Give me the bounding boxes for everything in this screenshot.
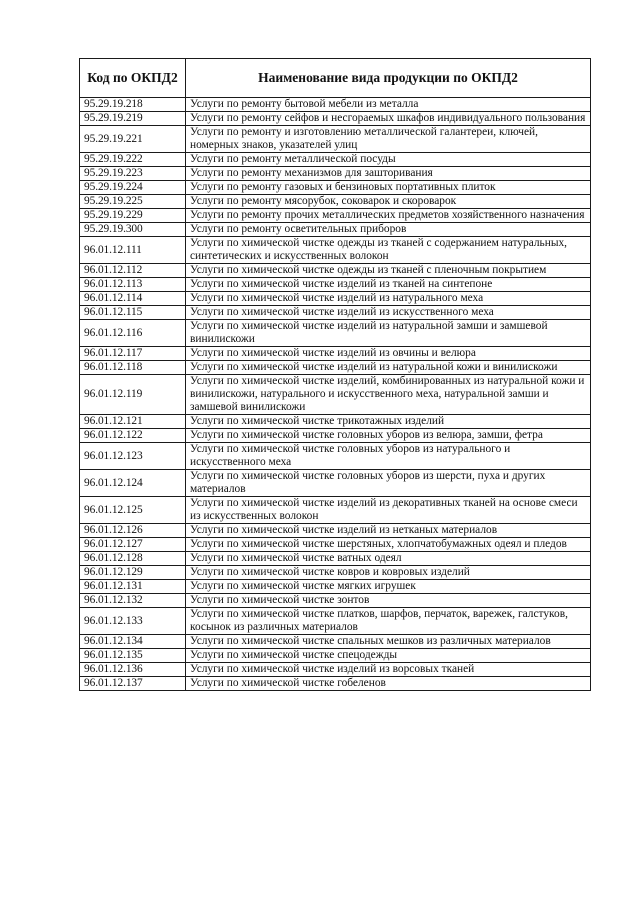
table-row [80,126,591,153]
okpd2-table [79,58,591,691]
table-row [80,264,591,278]
table-row [80,497,591,524]
okpd2-code-cell: 95.29.19.222 [80,153,186,167]
product-name-cell: Услуги по ремонту сейфов и несгораемых шкафов индивидуального пользования [186,112,591,126]
product-name-cell: Услуги по химической чистке ватных одеял [186,552,591,566]
product-name-cell: Услуги по ремонту прочих металлических предметов хозяйственного назначения [186,209,591,223]
product-name-cell: Услуги по химической чистке изделий из ворсовых тканей [186,663,591,677]
table-row [80,375,591,415]
product-name-cell: Услуги по химической чистке изделий из декоративных тканей на основе смеси из искусственных волокон [186,497,591,524]
okpd2-code-cell: 96.01.12.122 [80,429,186,443]
table-row [80,237,591,264]
table-row [80,153,591,167]
okpd2-code-cell: 96.01.12.114 [80,292,186,306]
okpd2-code-cell: 96.01.12.134 [80,635,186,649]
product-name-cell: Услуги по химической чистке шерстяных, хлопчатобумажных одеял и пледов [186,538,591,552]
okpd2-code-cell: 96.01.12.118 [80,361,186,375]
okpd2-code-cell: 96.01.12.117 [80,347,186,361]
okpd2-code-cell: 95.29.19.229 [80,209,186,223]
table-row [80,524,591,538]
table-row [80,195,591,209]
okpd2-code-cell: 96.01.12.119 [80,375,186,415]
product-name-cell: Услуги по ремонту металлической посуды [186,153,591,167]
table-row [80,552,591,566]
header-name: Наименование вида продукции по ОКПД2 [186,59,591,98]
okpd2-code-cell: 96.01.12.135 [80,649,186,663]
product-name-cell: Услуги по химической чистке трикотажных изделий [186,415,591,429]
table-row [80,292,591,306]
product-name-cell: Услуги по химической чистке изделий из тканей на синтепоне [186,278,591,292]
table-row [80,538,591,552]
table-row [80,443,591,470]
okpd2-code-cell: 96.01.12.129 [80,566,186,580]
table-row [80,635,591,649]
product-name-cell: Услуги по химической чистке ковров и ковровых изделий [186,566,591,580]
table-row [80,470,591,497]
product-name-cell: Услуги по химической чистке спальных мешков из различных материалов [186,635,591,649]
product-name-cell: Услуги по химической чистке одежды из тканей с содержанием натуральных, синтетических и искусственных волокон [186,237,591,264]
table-row [80,306,591,320]
okpd2-code-cell: 95.29.19.218 [80,98,186,112]
product-name-cell: Услуги по химической чистке изделий из овчины и велюра [186,347,591,361]
product-name-cell: Услуги по химической чистке изделий из натуральной кожи и винилискожи [186,361,591,375]
okpd2-code-cell: 96.01.12.112 [80,264,186,278]
table-header-row [80,59,591,98]
product-name-cell: Услуги по химической чистке зонтов [186,594,591,608]
okpd2-code-cell: 95.29.19.221 [80,126,186,153]
product-name-cell: Услуги по ремонту осветительных приборов [186,223,591,237]
okpd2-code-cell: 95.29.19.224 [80,181,186,195]
okpd2-code-cell: 95.29.19.225 [80,195,186,209]
table-row [80,209,591,223]
product-name-cell: Услуги по химической чистке одежды из тканей с пленочным покрытием [186,264,591,278]
table-row [80,677,591,691]
okpd2-code-cell: 96.01.12.136 [80,663,186,677]
table-row [80,429,591,443]
product-name-cell: Услуги по химической чистке изделий, комбинированных из натуральной кожи и винилискожи, натурального и искусственного меха, натуральной замши и замшевой винилискожи [186,375,591,415]
product-name-cell: Услуги по ремонту бытовой мебели из металла [186,98,591,112]
okpd2-code-cell: 96.01.12.131 [80,580,186,594]
table-row [80,320,591,347]
table-row [80,347,591,361]
okpd2-code-cell: 96.01.12.123 [80,443,186,470]
table-row [80,594,591,608]
table-row [80,608,591,635]
product-name-cell: Услуги по химической чистке мягких игрушек [186,580,591,594]
okpd2-code-cell: 96.01.12.132 [80,594,186,608]
table-row [80,278,591,292]
product-name-cell: Услуги по химической чистке изделий из натуральной замши и замшевой винилискожи [186,320,591,347]
okpd2-code-cell: 96.01.12.133 [80,608,186,635]
okpd2-code-cell: 96.01.12.113 [80,278,186,292]
okpd2-code-cell: 96.01.12.116 [80,320,186,347]
product-name-cell: Услуги по ремонту и изготовлению металлической галантереи, ключей, номерных знаков, указателей улиц [186,126,591,153]
table-row [80,580,591,594]
product-name-cell: Услуги по химической чистке изделий из натурального меха [186,292,591,306]
table-row [80,181,591,195]
product-name-cell: Услуги по ремонту мясорубок, соковарок и скороварок [186,195,591,209]
okpd2-code-cell: 96.01.12.127 [80,538,186,552]
okpd2-code-cell: 95.29.19.223 [80,167,186,181]
product-name-cell: Услуги по ремонту газовых и бензиновых портативных плиток [186,181,591,195]
okpd2-code-cell: 96.01.12.115 [80,306,186,320]
product-name-cell: Услуги по химической чистке гобеленов [186,677,591,691]
okpd2-code-cell: 96.01.12.125 [80,497,186,524]
okpd2-code-cell: 96.01.12.126 [80,524,186,538]
product-name-cell: Услуги по химической чистке спецодежды [186,649,591,663]
table-row [80,566,591,580]
okpd2-code-cell: 95.29.19.300 [80,223,186,237]
okpd2-code-cell: 96.01.12.137 [80,677,186,691]
table-row [80,98,591,112]
okpd2-code-cell: 95.29.19.219 [80,112,186,126]
product-name-cell: Услуги по химической чистке изделий из искусственного меха [186,306,591,320]
product-name-cell: Услуги по ремонту механизмов для зашторивания [186,167,591,181]
product-name-cell: Услуги по химической чистке платков, шарфов, перчаток, варежек, галстуков, косынок из различных материалов [186,608,591,635]
table-row [80,223,591,237]
product-name-cell: Услуги по химической чистке изделий из нетканых материалов [186,524,591,538]
product-name-cell: Услуги по химической чистке головных уборов из шерсти, пуха и других материалов [186,470,591,497]
okpd2-code-cell: 96.01.12.124 [80,470,186,497]
product-name-cell: Услуги по химической чистке головных уборов из велюра, замши, фетра [186,429,591,443]
okpd2-code-cell: 96.01.12.121 [80,415,186,429]
table-row [80,649,591,663]
table-row [80,361,591,375]
header-code: Код по ОКПД2 [80,59,186,98]
okpd2-code-cell: 96.01.12.111 [80,237,186,264]
table-row [80,663,591,677]
product-name-cell: Услуги по химической чистке головных уборов из натурального и искусственного меха [186,443,591,470]
table-row [80,167,591,181]
okpd2-code-cell: 96.01.12.128 [80,552,186,566]
table-row [80,112,591,126]
table-row [80,415,591,429]
